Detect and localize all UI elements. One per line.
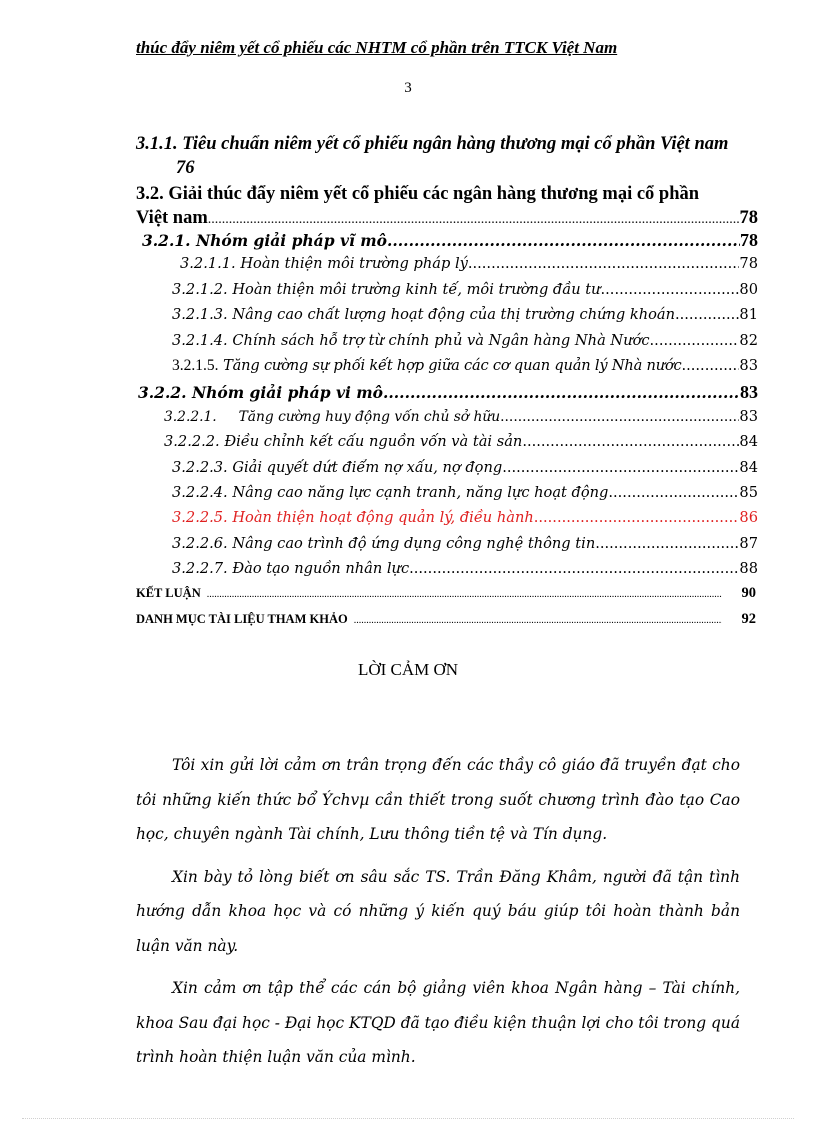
toc-entry-text-cont: Việt nam [136, 208, 208, 228]
toc-entry-page: 84 [739, 458, 758, 476]
toc-entry-text: 3.2.2.1. Tăng cường huy động vốn chủ sở hữu [164, 408, 501, 425]
toc-entry-page: 83 [739, 407, 758, 425]
toc-entry-page: 76 [176, 158, 195, 178]
toc-entry-page: 78 [739, 208, 758, 228]
section-title: LỜI CẢM ƠN [357, 660, 459, 679]
toc-entry-page: 92 [741, 610, 756, 627]
toc-entry-3-2-1-4[interactable] [136, 332, 758, 357]
toc-entry-page: 87 [739, 534, 758, 552]
page-bottom-divider [22, 1118, 794, 1119]
toc-entry-3-2-2[interactable] [136, 382, 758, 407]
toc-entry-text: 3.2.1.1. Hoàn thiện môi trường pháp lý [180, 255, 468, 273]
toc-entry-3-2-2-7[interactable] [136, 560, 758, 585]
toc-entry-3-2-2-4[interactable] [136, 484, 758, 509]
toc-entry-page: 85 [739, 483, 758, 501]
toc-entry-text: 3.2.1.2. Hoàn thiện môi trường kinh tế, môi trường đầu tư [172, 280, 601, 298]
toc-entry-text: 3.2.1.4. Chính sách hỗ trợ từ chính phủ và Ngân hàng Nhà Nước [172, 331, 650, 349]
toc-entry-3-2-2-1[interactable] [136, 408, 758, 433]
toc-entry-references[interactable] [136, 611, 758, 636]
toc-entry-text: 3.2.2.5. Hoàn thiện hoạt động quản lý, điều hành [172, 509, 534, 527]
toc-entry-page: 83 [740, 382, 758, 403]
toc-entry-3-2-2-2[interactable] [136, 433, 758, 458]
toc-entry-3-2-1-1[interactable] [136, 255, 758, 280]
toc-entry-page: 78 [739, 255, 758, 273]
toc-entry-text: 3.2.2.4. Nâng cao năng lực cạnh tranh, năng lực hoạt động [172, 483, 609, 501]
toc-entry-3-2[interactable] [136, 182, 758, 230]
toc-entry-3-1-1[interactable] [136, 132, 758, 180]
toc-entry-text: 3.2.2.2. Điều chỉnh kết cấu nguồn vốn và tài sản [164, 433, 523, 451]
toc-entry-number: 3.2.1.5. [172, 356, 219, 374]
toc-entry-text: KẾT LUẬN [136, 586, 201, 601]
toc-entry-text: 3.2.2.6. Nâng cao trình độ ứng dụng công nghệ thông tin [172, 534, 596, 552]
toc-entry-page: 81 [739, 306, 758, 324]
toc-entry-page: 86 [739, 509, 758, 527]
toc-entry-conclusion[interactable] [136, 585, 758, 610]
toc-entry-page: 84 [739, 433, 758, 451]
toc-entry-page: 82 [739, 331, 758, 349]
toc-entry-3-2-2-5[interactable] [136, 509, 758, 534]
toc-entry-3-2-1-3[interactable] [136, 306, 758, 331]
toc-entry-page: 78 [740, 230, 758, 250]
paragraph: Xin bày tỏ lòng biết ơn sâu sắc TS. Trần Đăng Khâm, người đã tận tình hướng dẫn khoa học và có những ý kiến quý báu giúp tôi hoàn thành bản luận văn này. [136, 867, 740, 955]
running-header: thúc đẩy niêm yết cổ phiếu các NHTM cổ phần trên TTCK Việt Nam [136, 38, 618, 57]
toc-entry-text: 3.2.2. Nhóm giải pháp vi mô [138, 383, 383, 403]
toc-entry-text: 3.2.1. Nhóm giải pháp vĩ mô [142, 231, 387, 250]
toc-entry-3-2-2-3[interactable] [136, 459, 758, 484]
acknowledgement-body [136, 748, 740, 1083]
toc-entry-page: 83 [739, 356, 758, 374]
toc-entry-page: 90 [741, 585, 756, 602]
toc-entry-3-2-1-5[interactable] [136, 357, 758, 382]
toc-entry-page: 80 [739, 280, 758, 298]
toc-entry-text: DANH MỤC TÀI LIỆU THAM KHẢO [136, 611, 348, 626]
toc-entry-text: 3.1.1. Tiêu chuẩn niêm yết cổ phiếu ngân hàng thương mại cổ phần Việt nam [136, 134, 729, 154]
paragraph: Xin cảm ơn tập thể các cán bộ giảng viên khoa Ngân hàng – Tài chính, khoa Sau đại học - Đại học KTQD đã tạo điều kiện thuận lợi cho tôi trong quá trình hoàn thiện luận văn của mình. [136, 979, 740, 1066]
paragraph: Tôi xin gửi lời cảm ơn trân trọng đến các thầy cô giáo đã truyền đạt cho tôi những kiến thức bổ Ýchvµ cần thiết trong suốt chương trình đào tạo Cao học, chuyên ngành Tài chính, Lưu thông tiền tệ và Tín dụng. [136, 756, 740, 843]
toc-entry-text: Tăng cường sự phối kết hợp giữa các cơ quan quản lý Nhà nước [223, 356, 682, 374]
toc-entry-text: 3.2.1.3. Nâng cao chất lượng hoạt động của thị trường chứng khoán [172, 306, 675, 324]
toc-entry-page: 88 [739, 560, 758, 578]
toc-entry-3-2-2-6[interactable] [136, 535, 758, 560]
table-of-contents [136, 132, 758, 636]
toc-entry-3-2-1-2[interactable] [136, 281, 758, 306]
page-number: 3 [404, 80, 412, 96]
toc-entry-text: 3.2.2.7. Đào tạo nguồn nhân lực [172, 560, 410, 578]
toc-entry-text: 3.2.2.3. Giải quyết dứt điểm nợ xấu, nợ đọng [172, 458, 503, 476]
toc-entry-3-2-1[interactable] [136, 230, 758, 255]
toc-entry-text: 3.2. Giải thúc đẩy niêm yết cổ phiếu các ngân hàng thương mại cổ phần [136, 184, 700, 204]
